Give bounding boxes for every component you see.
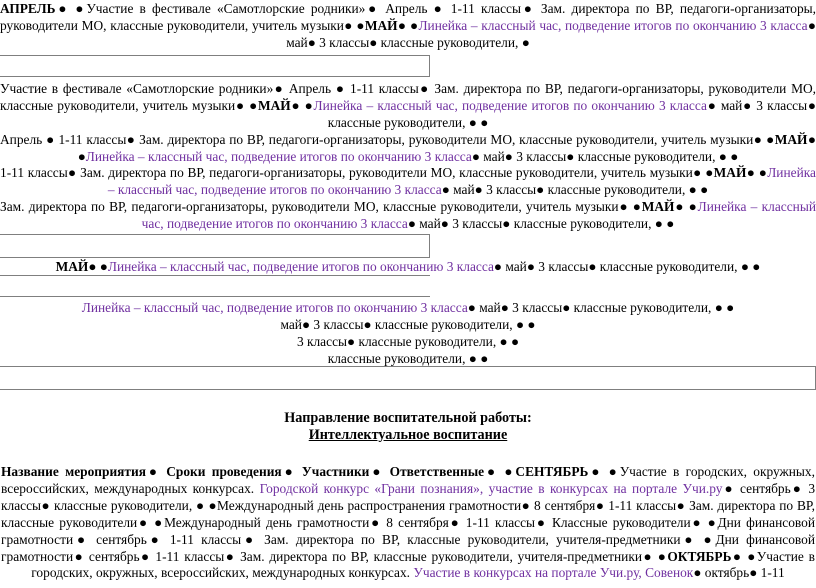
heading-intellectual: Интеллектуальное воспитание	[308, 426, 508, 443]
text-run: ● октябрь● 1-11	[693, 565, 785, 581]
empty-cell-box	[0, 55, 430, 77]
text-run: ● май● 3 классы● классные руководители, ● ●	[467, 300, 735, 315]
text-run: ● ●	[746, 165, 768, 180]
text-run: ● май● 3 классы● классные руководители, ● ●	[471, 148, 739, 164]
text-block-2	[0, 81, 816, 132]
text-run: ● май● 3 классы● классные руководители, ● ●	[407, 215, 675, 231]
paragraph	[1, 464, 815, 582]
table-header-text: Название мероприятия● Сроки проведения● Участники● Ответственные● ●СЕНТЯБРЬ● ●	[1, 464, 620, 479]
text-run: 1-11 классы● Зам. директора по ВР, педагоги-организаторы, руководители МО, классные руководители, учитель музыки● ●	[0, 165, 714, 180]
empty-cell-box	[0, 234, 430, 258]
text-block-6	[0, 259, 816, 276]
text-block-3	[0, 132, 816, 166]
highlight-text: Линейка – классный час, подведение итогов по окончанию 3 класса	[107, 165, 816, 197]
divider-line	[0, 296, 430, 297]
text-run: ● май● 3 классы● классные руководители, ● ●	[441, 181, 709, 197]
highlight-text: Участие в конкурсах на портале Учи.ру, Совенок	[413, 565, 694, 581]
paragraph	[0, 199, 816, 233]
month-may: МАЙ	[713, 165, 747, 180]
paragraph	[0, 259, 816, 276]
text-run: Зам. директора по ВР, педагоги-организаторы, руководители МО, классные руководители, учитель музыки● ●	[0, 199, 642, 214]
highlight-text: Линейка – классный час, подведение итогов по окончанию 3 класса	[313, 97, 707, 113]
highlight-text: Линейка – классный час, подведение итогов по окончанию 3 класса	[141, 199, 816, 231]
text-run: ● ●	[674, 199, 698, 214]
month-may: МАЙ	[364, 17, 398, 33]
text-block-4	[0, 165, 816, 199]
paragraph	[0, 165, 816, 199]
text-run: Апрель ● 1-11 классы● Зам. директора по ВР, педагоги-организаторы, руководители МО, классные руководители, учитель музыки● ●	[0, 132, 775, 147]
paragraph: 3 классы● классные руководители, ● ●	[296, 334, 520, 349]
month-may: МАЙ	[55, 259, 89, 274]
empty-cell-box	[0, 366, 816, 390]
section-text	[1, 464, 815, 582]
text-run: ● май● 3 классы● классные руководители, ●	[286, 17, 816, 50]
text-run: Участие в городских, окружных, всероссийских, международных конкурсах.	[1, 464, 815, 496]
paragraph	[0, 1, 816, 52]
section-heading	[0, 410, 816, 444]
paragraph	[0, 132, 816, 166]
paragraph	[0, 81, 816, 132]
highlight-text: Линейка – классный час, подведение итогов по окончанию 3 класса	[85, 148, 472, 164]
highlight-text: Линейка – классный час, подведение итогов по окончанию 3 класса	[418, 17, 808, 33]
month-april: АПРЕЛЬ	[0, 1, 56, 16]
month-may: МАЙ	[774, 132, 808, 147]
highlight-text: Линейка – классный час, подведение итогов по окончанию 3 класса	[81, 300, 468, 315]
text-block-1	[0, 1, 816, 52]
text-run: Участие в фестивале «Самотлорские родники»● Апрель ● 1-11 классы● Зам. директора по ВР, педагоги-организаторы, руководители МО, классные руководители, учитель музыки● ●	[0, 81, 816, 113]
text-run: ● ●	[397, 17, 419, 33]
text-block-7	[0, 300, 816, 317]
highlight-text: Городской конкурс «Грани познания», участие в конкурсах на портале Учи.ру	[259, 480, 723, 496]
heading-direction: Направление воспитательной работы:	[284, 410, 532, 426]
text-run: ● сентябрь● 3 классы● классные руководители, ● ●Международный день распространения грамотности● 8 сентября● 1-11 классы● Зам. директора по ВР, классные руководители● ●Международный день грамотности● 8 сентября● 1-11 классы● Классные руководители● ●Дни финансовой грамотности● сентябрь● 1-11 классы● Зам. директора по ВР, классные руководители, учителя-предметники● ●Дни финансовой грамотности● сентябрь● 1-11 классы● Зам. директора по ВР, классные руководители, учителя-предметники● ●	[1, 480, 816, 564]
text-run: ● май● 3 классы● классные руководители, ● ●	[493, 259, 761, 274]
text-block-5	[0, 199, 816, 233]
month-may: МАЙ	[641, 199, 675, 214]
month-may: МАЙ	[257, 97, 291, 113]
text-block-9	[0, 334, 816, 351]
text-run: ● ●	[77, 132, 816, 164]
month-october: ОКТЯБРЬ	[667, 548, 732, 564]
paragraph: классные руководители, ● ●	[327, 351, 489, 366]
text-run: ● май● 3 классы● классные руководители, ● ●	[327, 97, 816, 130]
text-block-8	[0, 317, 816, 334]
paragraph: май● 3 классы● классные руководители, ● ●	[280, 317, 536, 332]
text-run: ● ●	[88, 259, 108, 274]
highlight-text: Линейка – классный час, подведение итогов по окончанию 3 класса	[107, 259, 494, 274]
text-run: ● ●	[290, 97, 314, 113]
text-run: ● ●Участие в городских, окружных, всероссийских, международных конкурсах.	[31, 548, 815, 581]
text-run: ● ●Участие в фестивале «Самотлорские родники»● Апрель ● 1-11 классы● Зам. директора по ВР, педагоги-организаторы, руководители МО, классные руководители, учитель музыки● ●	[0, 1, 816, 33]
paragraph	[0, 300, 816, 317]
divider-line	[0, 275, 430, 276]
